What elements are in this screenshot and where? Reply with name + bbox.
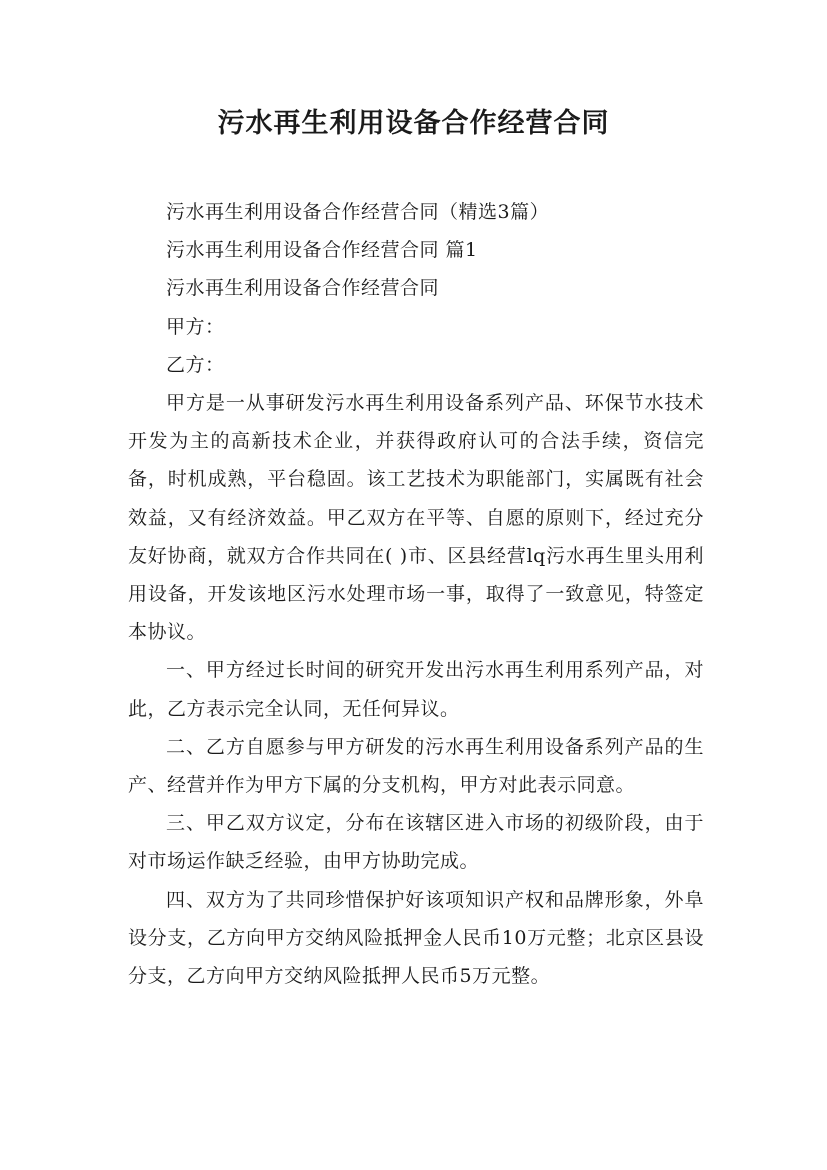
- paragraph-party-b: 乙方：: [166, 353, 225, 376]
- paragraph-chapter-heading: 污水再生利用设备合作经营合同 篇1: [166, 239, 478, 262]
- paragraph-clause-1: 一、甲方经过长时间的研究开发出污水再生利用系列产品，对此，乙方表示完全认同，无任何异议。: [128, 659, 704, 720]
- paragraph-clause-2: 二、乙方自愿参与甲方研发的污水再生利用设备系列产品的生产、经营并作为甲方下属的分支机构，甲方对此表示同意。: [128, 735, 704, 797]
- paragraph-preamble: 甲方是一从事研发污水再生利用设备系列产品、环保节水技术开发为主的高新技术企业，并获得政府认可的合法手续，资信完备，时机成熟，平台稳固。该工艺技术为职能部门，实属既有社会效益，又有经济效益。甲乙双方在平等、自愿的原则下，经过充分友好协商，就双方合作共同在( )市、区县经营lq污水再生里头用利用设备，开发该地区污水处理市场一事，取得了一致意见，特签定本协议。: [128, 392, 704, 644]
- paragraph-clause-4: 四、双方为了共同珍惜保护好该项知识产权和品牌形象，外阜设分支，乙方向甲方交纳风险抵押金人民币10万元整；北京区县设分支，乙方向甲方交纳风险抵押人民币5万元整。: [128, 888, 704, 988]
- document-title: 污水再生利用设备合作经营合同: [217, 108, 610, 139]
- paragraph-contract-name: 污水再生利用设备合作经营合同: [166, 277, 440, 300]
- document-body: [128, 193, 704, 995]
- paragraph-party-a: 甲方：: [166, 315, 225, 338]
- paragraph-clause-3: 三、甲乙双方议定，分布在该辖区进入市场的初级阶段，由于对市场运作缺乏经验，由甲方协助完成。: [128, 812, 704, 873]
- paragraph-collection-title: 污水再生利用设备合作经营合同（精选3篇）: [166, 201, 550, 223]
